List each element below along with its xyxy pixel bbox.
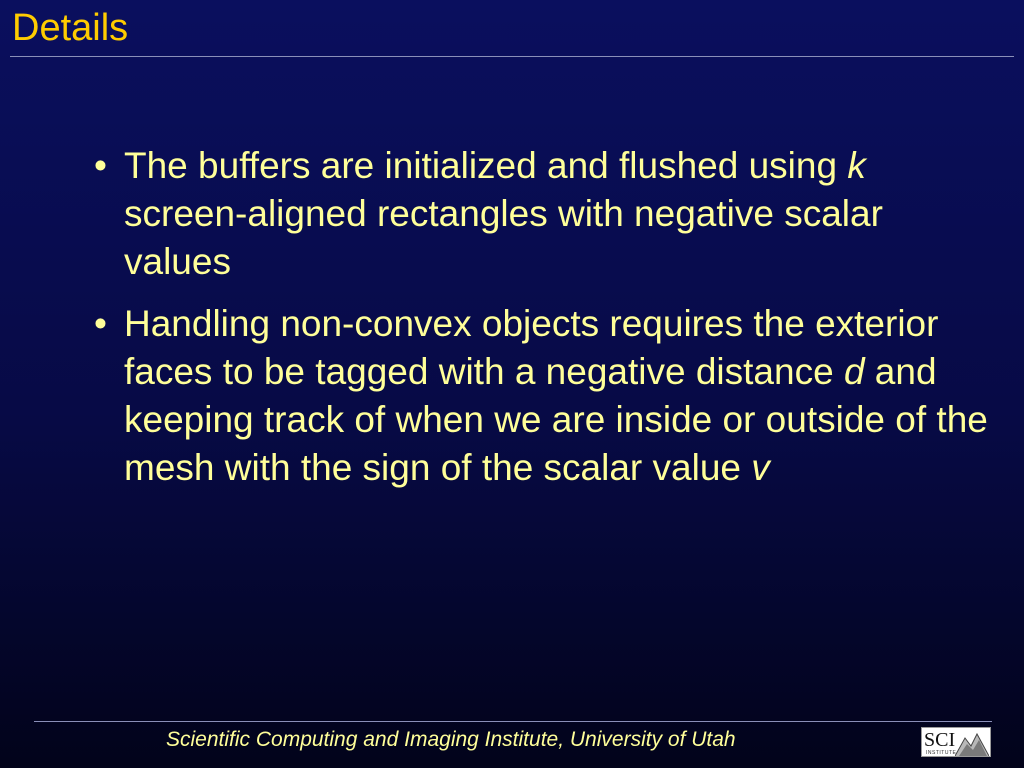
bullet-item: [92, 300, 992, 492]
italic-variable: d: [843, 351, 865, 392]
footer-institution: Scientific Computing and Imaging Institute, University of Utah: [166, 728, 736, 751]
title-divider: [10, 56, 1014, 57]
footer-divider: [34, 721, 992, 722]
bullet-list: [92, 142, 992, 506]
italic-variable: k: [847, 145, 866, 186]
sci-logo: [921, 727, 991, 757]
bullet-item: [92, 142, 992, 286]
bullet-marker: •: [94, 303, 107, 344]
bullet-marker: •: [94, 145, 107, 186]
mountains-icon: [955, 730, 989, 756]
italic-variable: v: [751, 447, 770, 488]
bullet-text: Handling non-convex objects requires the exterior faces to be tagged with a negative distance: [124, 303, 939, 392]
bullet-text: and keeping track of when we are inside or outside of the mesh with the sign of the scalar value: [124, 351, 988, 488]
logo-text: SCI: [924, 729, 956, 751]
slide-title: Details: [12, 7, 129, 49]
bullet-text: The buffers are initialized and flushed using: [124, 145, 848, 186]
logo-subtext: INSTITUTE: [926, 750, 957, 756]
bullet-text: screen-aligned rectangles with negative scalar values: [124, 193, 883, 282]
